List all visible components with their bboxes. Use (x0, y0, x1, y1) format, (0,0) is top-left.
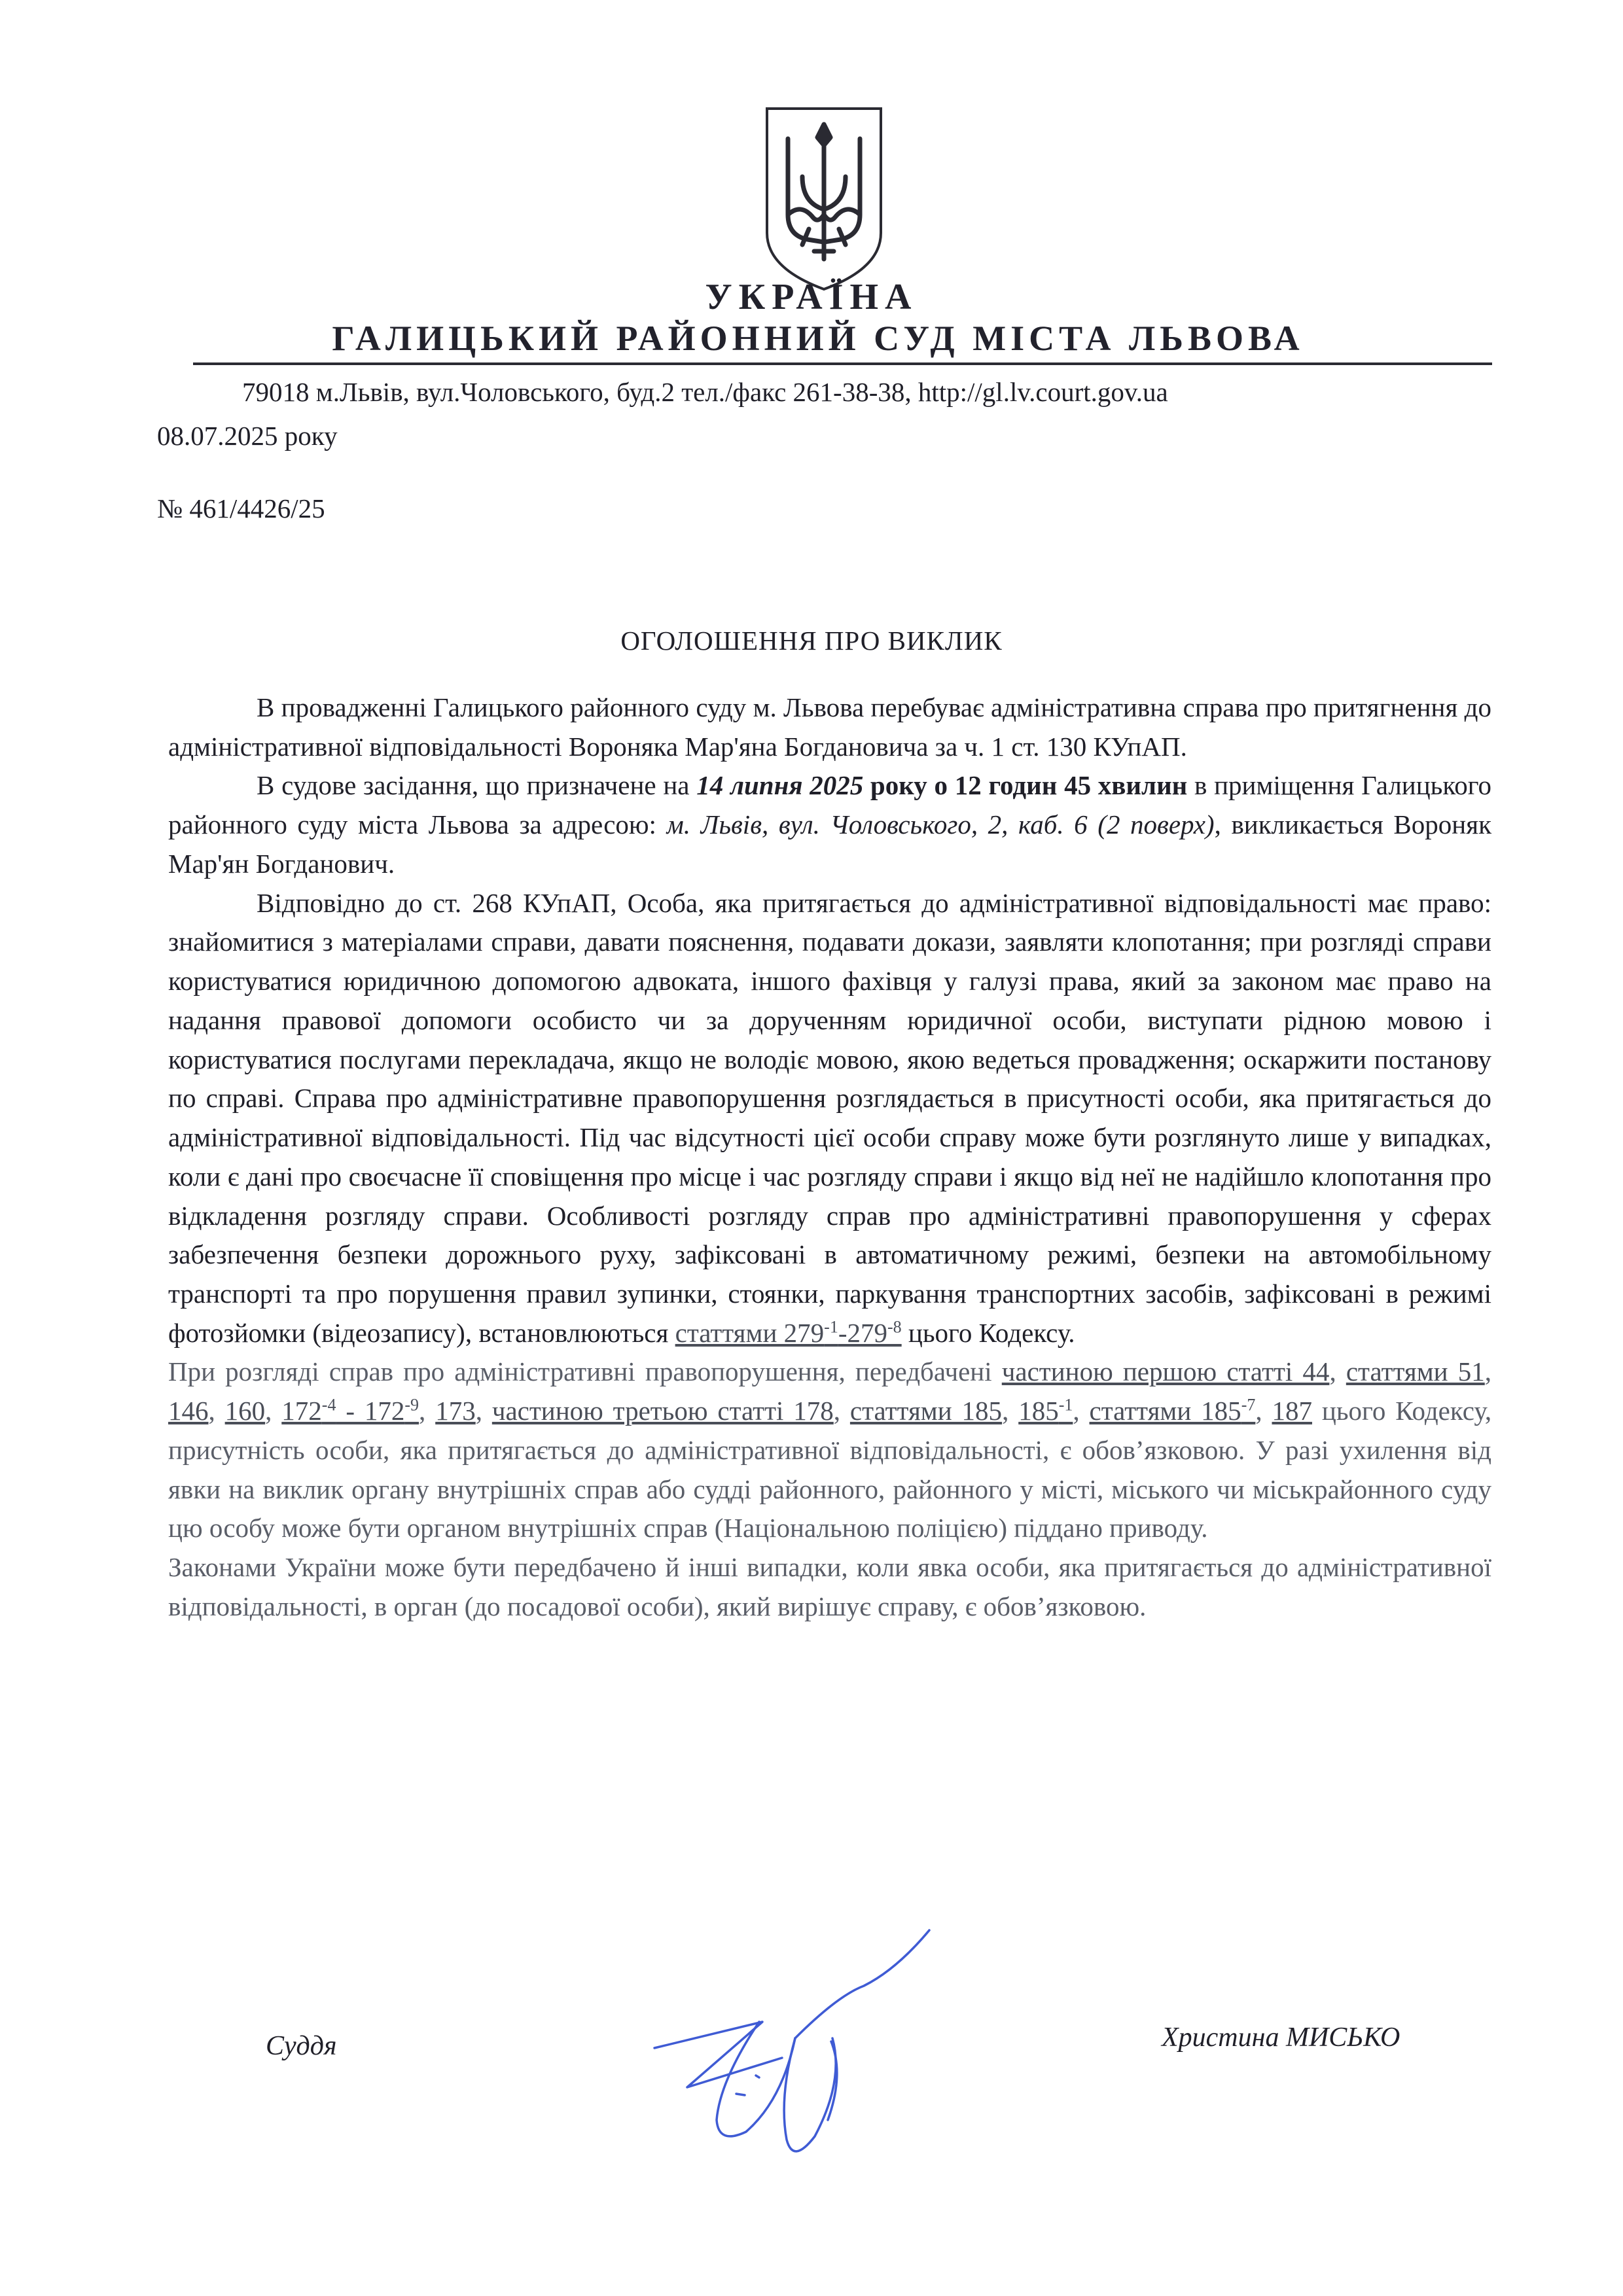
article-279-sup-1: -1 (824, 1317, 838, 1337)
separator: , (1329, 1356, 1346, 1387)
signature-name: Христина МИСЬКО (1162, 2022, 1400, 2053)
separator: , (419, 1396, 436, 1426)
article-185-1-text: 185 (1018, 1396, 1059, 1426)
article-172-link[interactable] (281, 1396, 419, 1426)
hearing-intro: В судове засідання, що призначене на (257, 770, 697, 801)
handwritten-signature-icon (648, 1924, 936, 2172)
rights-text-end: цього Кодексу. (901, 1317, 1075, 1348)
paragraph-rights (168, 884, 1491, 1353)
document-body (168, 688, 1491, 1627)
article-279-link-text: статтями 279 (675, 1317, 825, 1348)
article-178-link[interactable]: частиною третьою статті 178 (491, 1396, 834, 1426)
article-279-link[interactable] (675, 1318, 902, 1348)
paragraph-mandatory-presence (168, 1352, 1491, 1548)
document-date: 08.07.2025 року (157, 421, 338, 451)
separator: , (1255, 1396, 1272, 1426)
article-173-link[interactable]: 173 (435, 1396, 476, 1426)
article-44-link[interactable]: частиною першою статті 44 (1001, 1356, 1330, 1387)
separator: , (833, 1396, 850, 1426)
hearing-date: 14 липня 2025 (696, 770, 864, 801)
header-court-name: ГАЛИЦЬКИЙ РАЙОННИЙ СУД МІСТА ЛЬВОВА (332, 319, 1304, 358)
hearing-address: м. Львів, вул. Чоловського, 2, каб. 6 (2 поверх) (666, 809, 1215, 840)
separator: , (1484, 1356, 1492, 1387)
separator: , (475, 1396, 492, 1426)
article-172-range: - 172 (336, 1396, 405, 1426)
document-title: ОГОЛОШЕННЯ ПРО ВИКЛИК (620, 626, 1003, 656)
article-172-sup-9: -9 (404, 1395, 419, 1415)
article-172-sup-4: -4 (321, 1395, 336, 1415)
article-185-7-text: статтями 185 (1089, 1396, 1241, 1426)
article-185-sup-7: -7 (1241, 1395, 1256, 1415)
hearing-summoned-person: , викликається Вороняк Мар'ян Богданович. (168, 809, 1491, 879)
article-160-link[interactable]: 160 (224, 1396, 266, 1426)
article-279-link-range: -279 (838, 1317, 887, 1348)
rights-text: Відповідно до ст. 268 КУпАП, Особа, яка притягається до адміністративної відповідальності має право: знайомитися з матеріалами справи, давати пояснення, подавати докази, заявляти клопотання; при розгляді справи користуватися юридичною допомогою адвоката, іншого фахівця у галузі права, який за законом має право на надання правової допомоги особисто чи за дорученням юридичної особи, виступати рідною мовою і користуватися послугами перекладача, якщо не володіє мовою, якою ведеться провадження; оскаржити постанову по справі. Справа про адміністративне правопорушення розглядається в присутності особи, яка притягається до адміністративної відповідальності. Під час відсутності цієї особи справу може бути розглянуто лише у випадках, коли є дані про своєчасне її сповіщення про місце і час розгляду справи і якщо від неї не надійшло клопотання про відкладення розгляду справи. Особливості розгляду справ про адміністративні правопорушення у сферах забезпечення безпеки дорожнього руху, зафіксовані в автоматичному режимі, безпеки на автомобільному транспорті та про порушення правил зупинки, стоянки, паркування транспортних засобів, зафіксовані в режимі фотозйомки (відеозапису), встановлюються (168, 887, 1491, 1348)
separator: , (208, 1396, 225, 1426)
header-divider (193, 362, 1492, 365)
article-279-sup-8: -8 (887, 1317, 902, 1337)
hearing-location-intro: в приміщення Галицького районного суду міста Львова за адресою: (168, 770, 1491, 840)
signature-role: Суддя (266, 2031, 337, 2061)
document-number: № 461/4426/25 (157, 493, 325, 523)
presence-text: цього Кодексу, присутність особи, яка притягається до адміністративної відповідальності, є обов’язковою. У разі ухилення від явки на виклик органу внутрішніх справ або судді районного, районного у місті, міського чи міськрайонного суду цю особу може бути органом внутрішніх справ (Національною поліцією) піддано приводу. (168, 1396, 1492, 1544)
header-address-line: 79018 м.Львів, вул.Чоловського, буд.2 тел./факс 261-38-38, http://gl.lv.court.gov.ua (242, 377, 1168, 407)
article-172-text: 172 (281, 1396, 322, 1426)
article-146-link[interactable]: 146 (168, 1396, 209, 1426)
tryzub-coat-of-arms-icon (762, 105, 886, 292)
hearing-time: року о 12 годин 45 хвилин (863, 770, 1188, 801)
separator: , (1073, 1396, 1090, 1426)
article-185-7-link[interactable] (1090, 1396, 1256, 1426)
paragraph-case-description: В провадженні Галицького районного суду м. Львова перебуває адміністративна справа про притягнення до адміністративної відповідальності Вороняка Мар'яна Богдановича за ч. 1 ст. 130 КУпАП. (168, 692, 1491, 762)
article-185-link[interactable]: статтями 185 (849, 1396, 1003, 1426)
separator: , (265, 1396, 282, 1426)
separator: , (1002, 1396, 1019, 1426)
article-185-1-link[interactable] (1018, 1396, 1073, 1426)
paragraph-hearing-summons (168, 766, 1491, 883)
paragraph-other-cases: Законами України може бути передбачено й інші випадки, коли явка особи, яка притягається до адміністративної відповідальності, в орган (до посадової особи), який вирішує справу, є обов’язковою. (168, 1552, 1491, 1621)
header-country: УКРАЇНА (705, 277, 918, 317)
article-51-link[interactable]: статтями 51 (1346, 1356, 1485, 1387)
article-187-link[interactable]: 187 (1272, 1396, 1312, 1426)
article-185-sup-1: -1 (1058, 1395, 1073, 1415)
presence-intro: При розгляді справ про адміністративні правопорушення, передбачені (168, 1356, 1002, 1387)
